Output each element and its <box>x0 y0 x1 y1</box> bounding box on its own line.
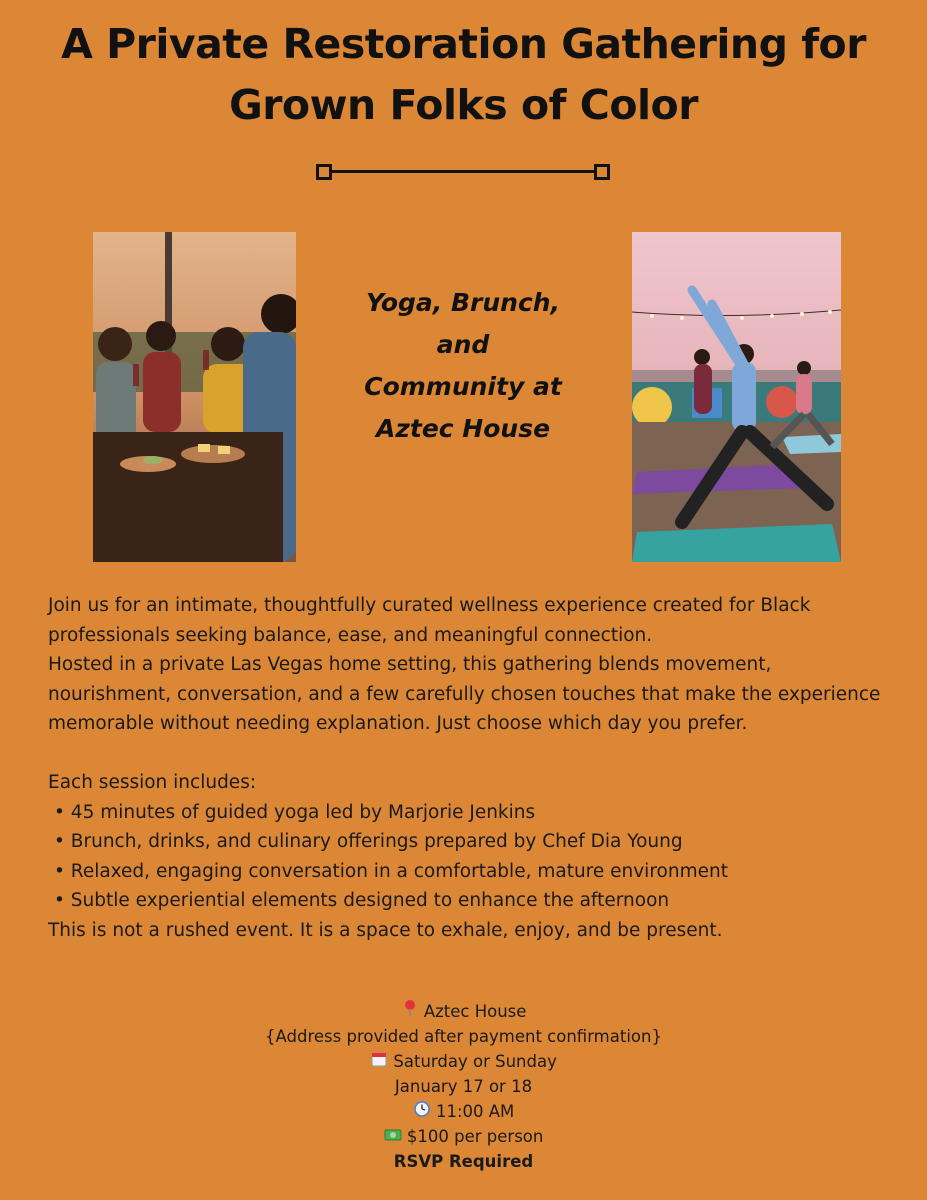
divider-left-cap <box>316 164 332 180</box>
tagline-line-2: and <box>436 330 490 359</box>
divider-right-cap <box>594 164 610 180</box>
location-text: Aztec House <box>423 1002 527 1021</box>
rooftop-yoga-photo <box>632 232 841 562</box>
pin-icon <box>401 999 419 1024</box>
price-text: $100 per person <box>406 1127 544 1146</box>
address-note: {Address provided after payment confirmation} <box>265 1027 662 1046</box>
money-icon <box>384 1124 402 1149</box>
dates-text: January 17 or 18 <box>394 1077 533 1096</box>
intro-paragraph-1: Join us for an intimate, thoughtfully curated wellness experience created for Black professionals seeking balance, ease, and meaningful connection. <box>48 595 811 646</box>
divider-line <box>324 170 602 173</box>
intro-paragraph-2: Hosted in a private Las Vegas home setting, this gathering blends movement, nourishment, conversation, and a few carefully chosen touches that make the experience memorable without needing explanation. Just choose which day you prefer. <box>48 654 881 734</box>
event-details <box>0 999 927 1174</box>
includes-heading: Each session includes: <box>48 772 257 793</box>
location-line <box>0 999 927 1024</box>
title-divider <box>314 162 612 182</box>
event-tagline <box>340 282 586 450</box>
days-text: Saturday or Sunday <box>393 1052 557 1071</box>
includes-item: • Relaxed, engaging conversation in a comfortable, mature environment <box>54 860 728 882</box>
event-description <box>48 591 888 945</box>
rsvp-notice: RSVP Required <box>393 1152 534 1171</box>
includes-item: • Subtle experiential elements designed to enhance the afternoon <box>54 890 670 911</box>
tagline-line-4: Aztec House <box>375 414 551 443</box>
days-line <box>0 1049 927 1074</box>
friends-dining-photo <box>93 232 296 562</box>
time-line <box>0 1099 927 1124</box>
tagline-line-3: Community at <box>364 372 562 401</box>
calendar-icon <box>370 1049 388 1074</box>
page-title <box>0 14 927 136</box>
rooftop-yoga-illustration <box>632 232 841 562</box>
time-text: 11:00 AM <box>435 1102 515 1121</box>
clock-icon <box>413 1099 431 1124</box>
closing-statement: This is not a rushed event. It is a space to exhale, enjoy, and be present. <box>48 919 723 941</box>
title-line-1: A Private Restoration Gathering for <box>61 20 866 68</box>
friends-dining-illustration <box>93 232 296 562</box>
tagline-line-1: Yoga, Brunch, <box>365 288 561 317</box>
price-line <box>0 1124 927 1149</box>
includes-item: • Brunch, drinks, and culinary offerings prepared by Chef Dia Young <box>54 831 683 852</box>
includes-item: • 45 minutes of guided yoga led by Marjorie Jenkins <box>54 801 536 823</box>
title-line-2: Grown Folks of Color <box>229 81 698 129</box>
